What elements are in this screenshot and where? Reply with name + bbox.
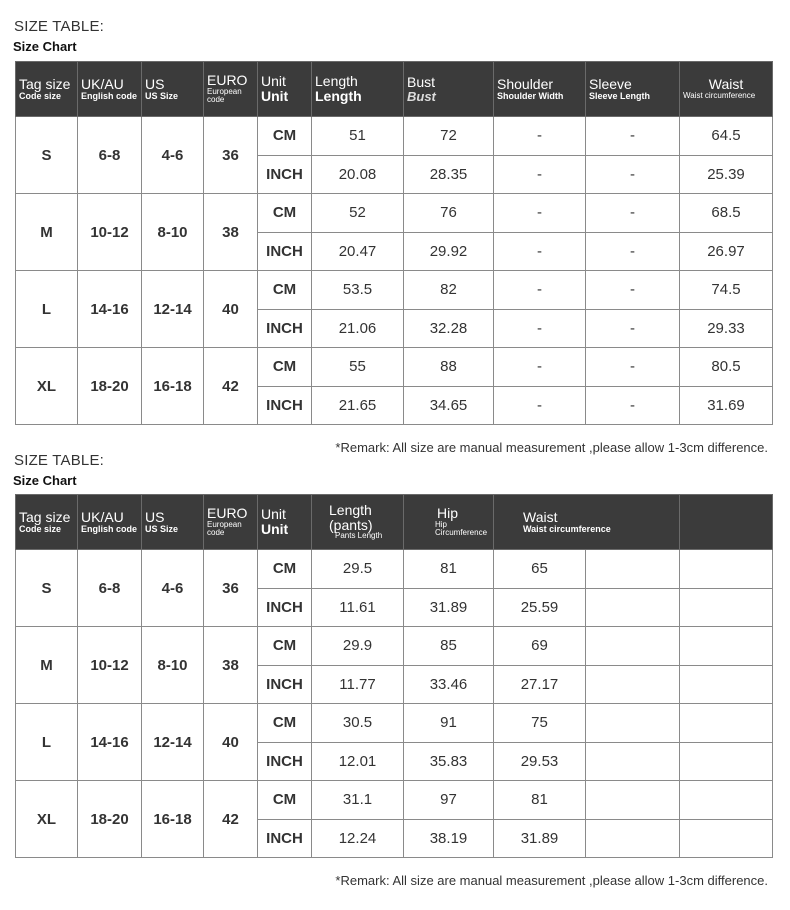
size-code-cell: M [16, 194, 78, 271]
shoulder-cell: - [494, 386, 586, 425]
euro-cell: 40 [204, 704, 258, 781]
unit-cell: CM [258, 704, 312, 743]
header-us: US US Size [142, 495, 204, 550]
shoulder-cell: - [494, 194, 586, 233]
sleeve-cell: - [586, 194, 680, 233]
empty-cell [586, 588, 680, 627]
unit-cell: INCH [258, 155, 312, 194]
length-cell: 21.06 [312, 309, 404, 348]
unit-cell: INCH [258, 309, 312, 348]
uk-cell: 6-8 [78, 117, 142, 194]
table-row [16, 627, 773, 666]
uk-cell: 14-16 [78, 271, 142, 348]
shoulder-cell: - [494, 117, 586, 156]
shoulder-cell: - [494, 271, 586, 310]
us-cell: 8-10 [142, 194, 204, 271]
unit-cell: CM [258, 271, 312, 310]
bust-cell: 29.92 [404, 232, 494, 271]
hip-cell: 35.83 [404, 742, 494, 781]
hip-cell: 85 [404, 627, 494, 666]
hip-cell: 97 [404, 781, 494, 820]
sleeve-cell: - [586, 117, 680, 156]
uk-cell: 10-12 [78, 627, 142, 704]
header-empty [680, 495, 773, 550]
unit-cell: CM [258, 627, 312, 666]
size-code-cell: L [16, 704, 78, 781]
euro-cell: 38 [204, 194, 258, 271]
size-code-cell: L [16, 271, 78, 348]
unit-cell: CM [258, 348, 312, 387]
header-us: US US Size [142, 62, 204, 117]
length-cell: 29.9 [312, 627, 404, 666]
shoulder-cell: - [494, 232, 586, 271]
waist-cell: 64.5 [680, 117, 773, 156]
bottom-header-row [16, 495, 773, 550]
length-cell: 55 [312, 348, 404, 387]
header-unit: Unit Unit [258, 495, 312, 550]
length-cell: 11.77 [312, 665, 404, 704]
empty-cell [586, 704, 680, 743]
waist-cell: 31.69 [680, 386, 773, 425]
us-cell: 4-6 [142, 550, 204, 627]
bottom-heading: SIZE TABLE: [14, 452, 105, 469]
waist-cell: 69 [494, 627, 586, 666]
bottom-size-table [15, 494, 773, 858]
header-uk: UK/AU English code [78, 62, 142, 117]
header-hip: Hip Hip Circumference [404, 495, 494, 550]
uk-cell: 14-16 [78, 704, 142, 781]
header-tag: Tag size Code size [16, 62, 78, 117]
empty-cell [586, 781, 680, 820]
table-row [16, 117, 773, 156]
bust-cell: 82 [404, 271, 494, 310]
us-cell: 12-14 [142, 704, 204, 781]
header-waist: Waist Waist circumference [494, 495, 680, 550]
waist-cell: 65 [494, 550, 586, 589]
length-cell: 29.5 [312, 550, 404, 589]
length-cell: 12.01 [312, 742, 404, 781]
unit-cell: CM [258, 550, 312, 589]
unit-cell: CM [258, 194, 312, 233]
length-cell: 20.47 [312, 232, 404, 271]
table-row [16, 194, 773, 233]
empty-cell [680, 550, 773, 589]
top-header-row [16, 62, 773, 117]
bottom-subheading: Size Chart [13, 473, 77, 488]
unit-cell: INCH [258, 665, 312, 704]
length-cell: 12.24 [312, 819, 404, 858]
waist-cell: 25.39 [680, 155, 773, 194]
table-row [16, 348, 773, 387]
us-cell: 16-18 [142, 781, 204, 858]
waist-cell: 29.33 [680, 309, 773, 348]
euro-cell: 42 [204, 348, 258, 425]
unit-cell: INCH [258, 386, 312, 425]
uk-cell: 18-20 [78, 348, 142, 425]
empty-cell [586, 742, 680, 781]
empty-cell [586, 550, 680, 589]
waist-cell: 29.53 [494, 742, 586, 781]
shoulder-cell: - [494, 155, 586, 194]
bust-cell: 32.28 [404, 309, 494, 348]
bust-cell: 34.65 [404, 386, 494, 425]
euro-cell: 42 [204, 781, 258, 858]
header-shoulder: Shoulder Shoulder Width [494, 62, 586, 117]
table-row [16, 704, 773, 743]
table-row [16, 271, 773, 310]
euro-cell: 36 [204, 550, 258, 627]
length-cell: 51 [312, 117, 404, 156]
empty-cell [680, 588, 773, 627]
top-subheading: Size Chart [13, 39, 77, 54]
us-cell: 4-6 [142, 117, 204, 194]
header-unit: Unit Unit [258, 62, 312, 117]
shoulder-cell: - [494, 309, 586, 348]
us-cell: 16-18 [142, 348, 204, 425]
unit-cell: INCH [258, 232, 312, 271]
waist-cell: 68.5 [680, 194, 773, 233]
bust-cell: 72 [404, 117, 494, 156]
sleeve-cell: - [586, 348, 680, 387]
sleeve-cell: - [586, 232, 680, 271]
header-euro: EURO European code [204, 62, 258, 117]
top-remark: *Remark: All size are manual measurement ,please allow 1-3cm difference. [335, 440, 768, 455]
table-row [16, 781, 773, 820]
sleeve-cell: - [586, 155, 680, 194]
waist-cell: 27.17 [494, 665, 586, 704]
waist-cell: 75 [494, 704, 586, 743]
hip-cell: 81 [404, 550, 494, 589]
us-cell: 12-14 [142, 271, 204, 348]
sleeve-cell: - [586, 309, 680, 348]
size-code-cell: S [16, 550, 78, 627]
waist-cell: 31.89 [494, 819, 586, 858]
empty-cell [680, 742, 773, 781]
size-code-cell: XL [16, 781, 78, 858]
unit-cell: INCH [258, 742, 312, 781]
header-uk: UK/AU English code [78, 495, 142, 550]
header-length: Length (pants) Pants Length [312, 495, 404, 550]
euro-cell: 36 [204, 117, 258, 194]
size-code-cell: M [16, 627, 78, 704]
unit-cell: INCH [258, 588, 312, 627]
unit-cell: INCH [258, 819, 312, 858]
length-cell: 52 [312, 194, 404, 233]
length-cell: 31.1 [312, 781, 404, 820]
empty-cell [680, 665, 773, 704]
length-cell: 53.5 [312, 271, 404, 310]
size-code-cell: XL [16, 348, 78, 425]
bust-cell: 76 [404, 194, 494, 233]
empty-cell [586, 819, 680, 858]
header-sleeve: Sleeve Sleeve Length [586, 62, 680, 117]
length-cell: 20.08 [312, 155, 404, 194]
hip-cell: 31.89 [404, 588, 494, 627]
unit-cell: CM [258, 781, 312, 820]
uk-cell: 6-8 [78, 550, 142, 627]
length-cell: 30.5 [312, 704, 404, 743]
bust-cell: 88 [404, 348, 494, 387]
hip-cell: 91 [404, 704, 494, 743]
header-length: Length Length [312, 62, 404, 117]
top-heading: SIZE TABLE: [14, 18, 105, 35]
sleeve-cell: - [586, 386, 680, 425]
size-code-cell: S [16, 117, 78, 194]
header-bust: Bust Bust [404, 62, 494, 117]
sleeve-cell: - [586, 271, 680, 310]
empty-cell [586, 627, 680, 666]
header-tag: Tag size Code size [16, 495, 78, 550]
waist-cell: 25.59 [494, 588, 586, 627]
header-waist: Waist Waist circumference [680, 62, 773, 117]
header-euro: EURO European code [204, 495, 258, 550]
empty-cell [680, 704, 773, 743]
waist-cell: 80.5 [680, 348, 773, 387]
empty-cell [586, 665, 680, 704]
unit-cell: CM [258, 117, 312, 156]
waist-cell: 26.97 [680, 232, 773, 271]
uk-cell: 18-20 [78, 781, 142, 858]
empty-cell [680, 819, 773, 858]
length-cell: 11.61 [312, 588, 404, 627]
waist-cell: 74.5 [680, 271, 773, 310]
euro-cell: 38 [204, 627, 258, 704]
hip-cell: 33.46 [404, 665, 494, 704]
hip-cell: 38.19 [404, 819, 494, 858]
empty-cell [680, 627, 773, 666]
waist-cell: 81 [494, 781, 586, 820]
table-row [16, 550, 773, 589]
top-size-table [15, 61, 773, 425]
euro-cell: 40 [204, 271, 258, 348]
us-cell: 8-10 [142, 627, 204, 704]
bottom-remark: *Remark: All size are manual measurement ,please allow 1-3cm difference. [335, 873, 768, 888]
length-cell: 21.65 [312, 386, 404, 425]
empty-cell [680, 781, 773, 820]
bust-cell: 28.35 [404, 155, 494, 194]
shoulder-cell: - [494, 348, 586, 387]
uk-cell: 10-12 [78, 194, 142, 271]
